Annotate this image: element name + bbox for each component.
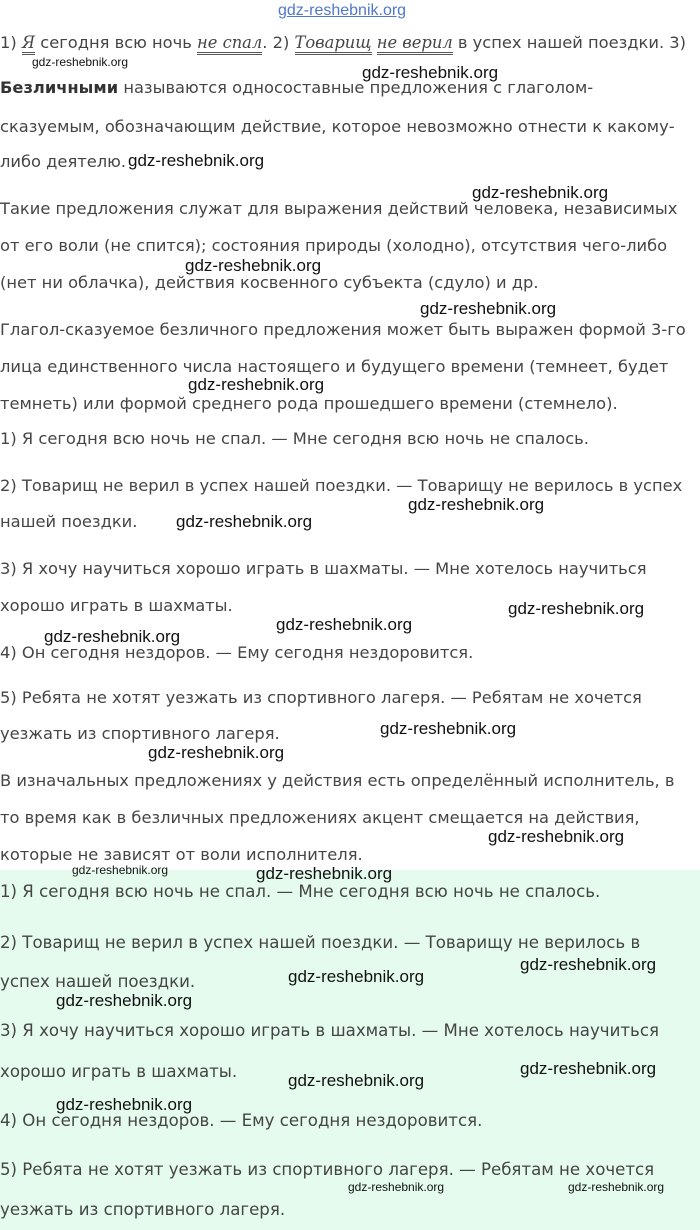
theory-line: сказуемым, обозначающим действие, которое невозможно отнести к какому- <box>0 117 675 136</box>
watermark: gdz-reshebnik.org <box>508 599 645 618</box>
theory-line: лица единственного числа настоящего и будущего времени (темнеет, будет <box>0 357 669 376</box>
task-text: сегодня всю ночь <box>40 33 192 52</box>
theory-line: (нет ни облачка), действия косвенного субъекта (сдуло) и др. <box>0 273 539 292</box>
watermark: gdz-reshebnik.org <box>128 151 265 170</box>
box-answer-line: 2) Товарищ не верил в успех нашей поездки. — Товарищу не верилось в <box>0 933 641 952</box>
watermark: gdz-reshebnik.org <box>420 299 557 318</box>
answer-line: 5) Ребята не хотят уезжать из спортивного лагеря. — Ребятам не хочется <box>0 688 642 707</box>
conclusion-line: которые не зависят от воли исполнителя. <box>0 845 363 864</box>
predicate-word: не спал <box>197 33 262 55</box>
answer-line: 4) Он сегодня нездоров. — Ему сегодня нездоровится. <box>0 643 474 662</box>
answer-line: 3) Я хочу научиться хорошо играть в шахматы. — Мне хотелось научиться <box>0 559 647 578</box>
theory-text: называются односоставные предложения с глаголом- <box>123 78 594 97</box>
theory-line: Глагол-сказуемое безличного предложения может быть выражен формой 3-го <box>0 320 686 339</box>
theory-line: Такие предложения служат для выражения действий человека, независимых <box>0 199 678 218</box>
answer-line: 1) Я сегодня всю ночь не спал. — Мне сегодня всю ночь не спалось. <box>0 429 589 448</box>
box-answer-line: 1) Я сегодня всю ночь не спал. — Мне сегодня всю ночь не спалось. <box>0 882 601 901</box>
predicate-word: не верил <box>377 33 453 55</box>
watermark: gdz-reshebnik.org <box>256 864 393 883</box>
task-text: в успех нашей поездки. 3) <box>457 33 687 52</box>
watermark: gdz-reshebnik.org <box>520 955 657 974</box>
theory-line: от его воли (не спится); состояния природы (холодно), отсутствия чего-либо <box>0 236 668 255</box>
watermark: gdz-reshebnik.org <box>44 627 181 646</box>
subject-word: Я <box>22 33 35 55</box>
task-number: 1) <box>0 33 17 52</box>
watermark: gdz-reshebnik.org <box>288 1071 425 1090</box>
theory-line: темнеть) или формой среднего рода прошедшего времени (стемнело). <box>0 394 618 413</box>
task-line <box>0 33 686 52</box>
box-answer-line: успех нашей поездки. <box>0 972 196 991</box>
box-answer-line: 3) Я хочу научиться хорошо играть в шахматы. — Мне хотелось научиться <box>0 1021 659 1040</box>
watermark: gdz-reshebnik.org <box>348 1180 445 1194</box>
watermark: gdz-reshebnik.org <box>408 495 545 514</box>
conclusion-line: то время как в безличных предложениях акцент смещается на действия, <box>0 808 640 827</box>
watermark: gdz-reshebnik.org <box>380 719 517 738</box>
answer-line: уезжать из спортивного лагеря. <box>0 724 280 743</box>
box-answer-line: 4) Он сегодня нездоров. — Ему сегодня нездоровится. <box>0 1111 483 1130</box>
theory-line: либо деятелю. <box>0 152 127 171</box>
watermark: gdz-reshebnik.org <box>176 512 313 531</box>
watermark: gdz-reshebnik.org <box>520 1059 657 1078</box>
answer-line: хорошо играть в шахматы. <box>0 596 233 615</box>
watermark: gdz-reshebnik.org <box>288 967 425 986</box>
answer-line: 2) Товарищ не верил в успех нашей поездки. — Товарищу не верилось в успех <box>0 476 683 495</box>
theory-line <box>0 78 593 97</box>
task-text: . 2) <box>262 33 290 52</box>
watermark: gdz-reshebnik.org <box>568 1180 665 1194</box>
watermark: gdz-reshebnik.org <box>56 1095 193 1114</box>
box-answer-line: 5) Ребята не хотят уезжать из спортивного лагеря. — Ребятам не хочется <box>0 1160 655 1179</box>
box-answer-line: уезжать из спортивного лагеря. <box>0 1200 286 1219</box>
watermark: gdz-reshebnik.org <box>472 183 609 202</box>
subject-word: Товарищ <box>295 33 372 55</box>
watermark: gdz-reshebnik.org <box>56 991 193 1010</box>
term: Безличными <box>0 78 119 97</box>
watermark: gdz-reshebnik.org <box>32 55 129 69</box>
watermark: gdz-reshebnik.org <box>72 863 169 877</box>
conclusion-line: В изначальных предложениях у действия есть определённый исполнитель, в <box>0 771 675 790</box>
watermark: gdz-reshebnik.org <box>188 375 325 394</box>
watermark: gdz-reshebnik.org <box>276 615 413 634</box>
watermark: gdz-reshebnik.org <box>148 743 285 762</box>
watermark: gdz-reshebnik.org <box>488 827 625 846</box>
watermark: gdz-reshebnik.org <box>185 256 322 275</box>
watermark[interactable]: gdz-reshebnik.org <box>278 2 407 19</box>
watermark: gdz-reshebnik.org <box>362 63 499 82</box>
box-answer-line: хорошо играть в шахматы. <box>0 1062 238 1081</box>
answer-line: нашей поездки. <box>0 512 138 531</box>
